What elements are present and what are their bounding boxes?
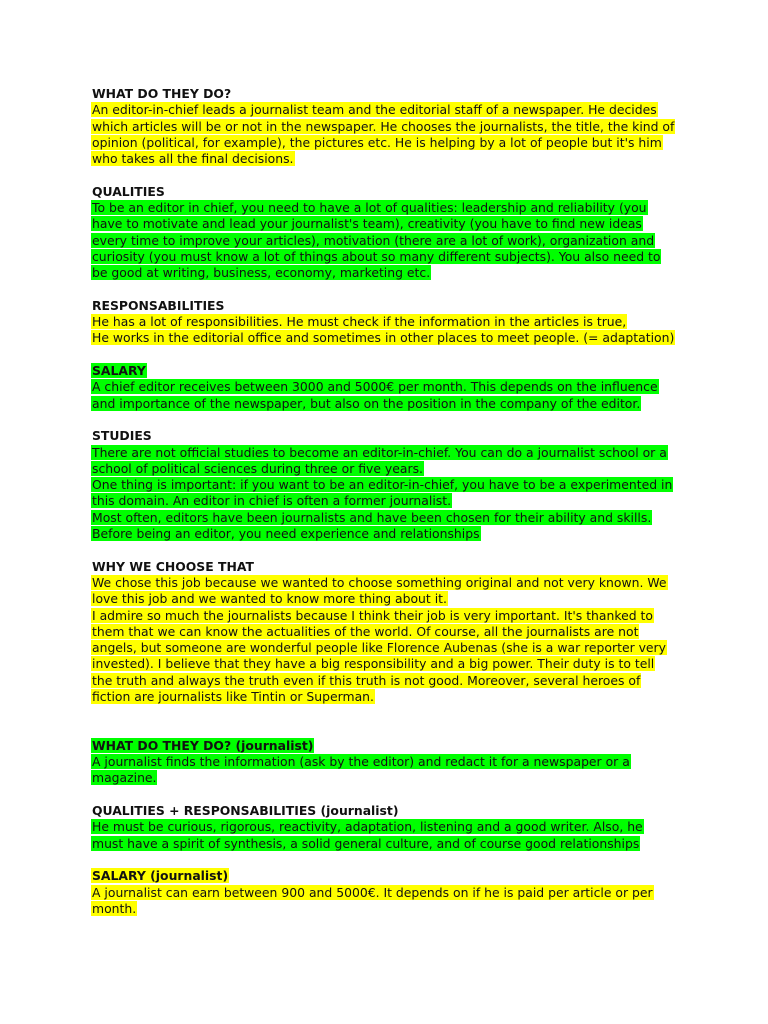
paragraph [91,102,676,167]
paragraph [91,330,676,346]
section-heading [91,738,676,754]
paragraph [91,819,676,852]
paragraph-text: We chose this job because we wanted to choose something original and not very known. We love this job and we wanted to know more thing about it. [92,574,667,607]
section-heading [91,868,676,884]
section-heading [91,803,676,819]
section [91,868,676,917]
section [91,738,676,787]
section [91,428,676,542]
section-heading-text: WHAT DO THEY DO? (journalist) [92,737,314,753]
paragraph [91,200,676,281]
section-heading-text: STUDIES [92,428,152,444]
section-heading [91,86,676,102]
paragraph [91,608,676,706]
paragraph [91,314,676,330]
paragraph-text: A chief editor receives between 3000 and 5000€ per month. This depends on the influence and importance of the newspaper, but also on the position in the company of the editor. [92,379,658,411]
paragraph [91,379,676,412]
section [91,559,676,706]
section-heading-text: WHAT DO THEY DO? [92,86,232,101]
paragraph-text: To be an editor in chief, you need to have a lot of qualities: leadership and reliability (you have to motivate and lead your journalist's team), creativity (you have to find new ideas every time to improve your articles), motivation (there are a lot of work), organization and curiosity (you must know a lot of things about so many different subjects). You also need to be good at writing, business, economy, marketing etc. [92,200,661,281]
paragraph-text: He must be curious, rigorous, reactivity, adaptation, listening and a good writer. Also, he must have a spirit of synthesis, a solid general culture, and of course good relationships [92,819,643,851]
paragraph [91,477,676,510]
paragraph-text: One thing is important: if you want to be an editor-in-chief, you have to be a experimented in this domain. An editor in chief is often a former journalist. [92,477,673,509]
section [91,363,676,412]
section-heading [91,559,676,575]
section-heading-text: RESPONSABILITIES [92,297,225,313]
paragraph [91,445,676,478]
section-heading-text: QUALITIES [92,183,165,199]
paragraph-text: He works in the editorial office and sometimes in other places to meet people. (= adaptation) [92,330,675,346]
document-body [91,86,676,933]
paragraph [91,510,676,543]
section [91,86,676,167]
paragraph-text: I admire so much the journalists because I think their job is very important. It's thanked to them that we can know the actualities of the world. Of course, all the journalists are not angels, but someone are wonderful people like Florence Aubenas (she is a war reporter very invested). I believe that they have a big responsibility and a big power. Their duty is to tell the truth and always the truth even if this truth is not good. Moreover, several heroes of fiction are journalists like Tintin or Superman. [92,607,666,704]
section [91,184,676,282]
section-heading [91,184,676,200]
paragraph-text: A journalist finds the information (ask by the editor) and redact it for a newspaper or a magazine. [92,754,630,786]
section [91,803,676,852]
section-heading-text: SALARY [92,363,146,379]
paragraph-text: Most often, editors have been journalists and have been chosen for their ability and skills. Before being an editor, you need experience and relationships [92,509,652,542]
paragraph [91,575,676,608]
paragraph-text: He has a lot of responsibilities. He must check if the information in the articles is true, [92,314,627,330]
section-heading [91,363,676,379]
paragraph [91,885,676,918]
paragraph-text: A journalist can earn between 900 and 5000€. It depends on if he is paid per article or per month. [92,884,653,916]
paragraph [91,754,676,787]
section-heading-text: QUALITIES + RESPONSABILITIES (journalist) [92,803,399,819]
section [91,298,676,347]
section-heading-text: SALARY (journalist) [92,868,229,884]
paragraph-text: An editor-in-chief leads a journalist team and the editorial staff of a newspaper. He decides which articles will be or not in the newspaper. He chooses the journalists, the title, the kind of opinion (political, for example), the pictures etc. He is helping by a lot of people but it's him who takes all the final decisions. [92,102,675,167]
paragraph-text: There are not official studies to become an editor-in-chief. You can do a journalist school or a school of political sciences during three or five years. [92,444,667,476]
section-heading [91,298,676,314]
section-heading [91,428,676,444]
section-heading-text: WHY WE CHOOSE THAT [92,558,254,574]
